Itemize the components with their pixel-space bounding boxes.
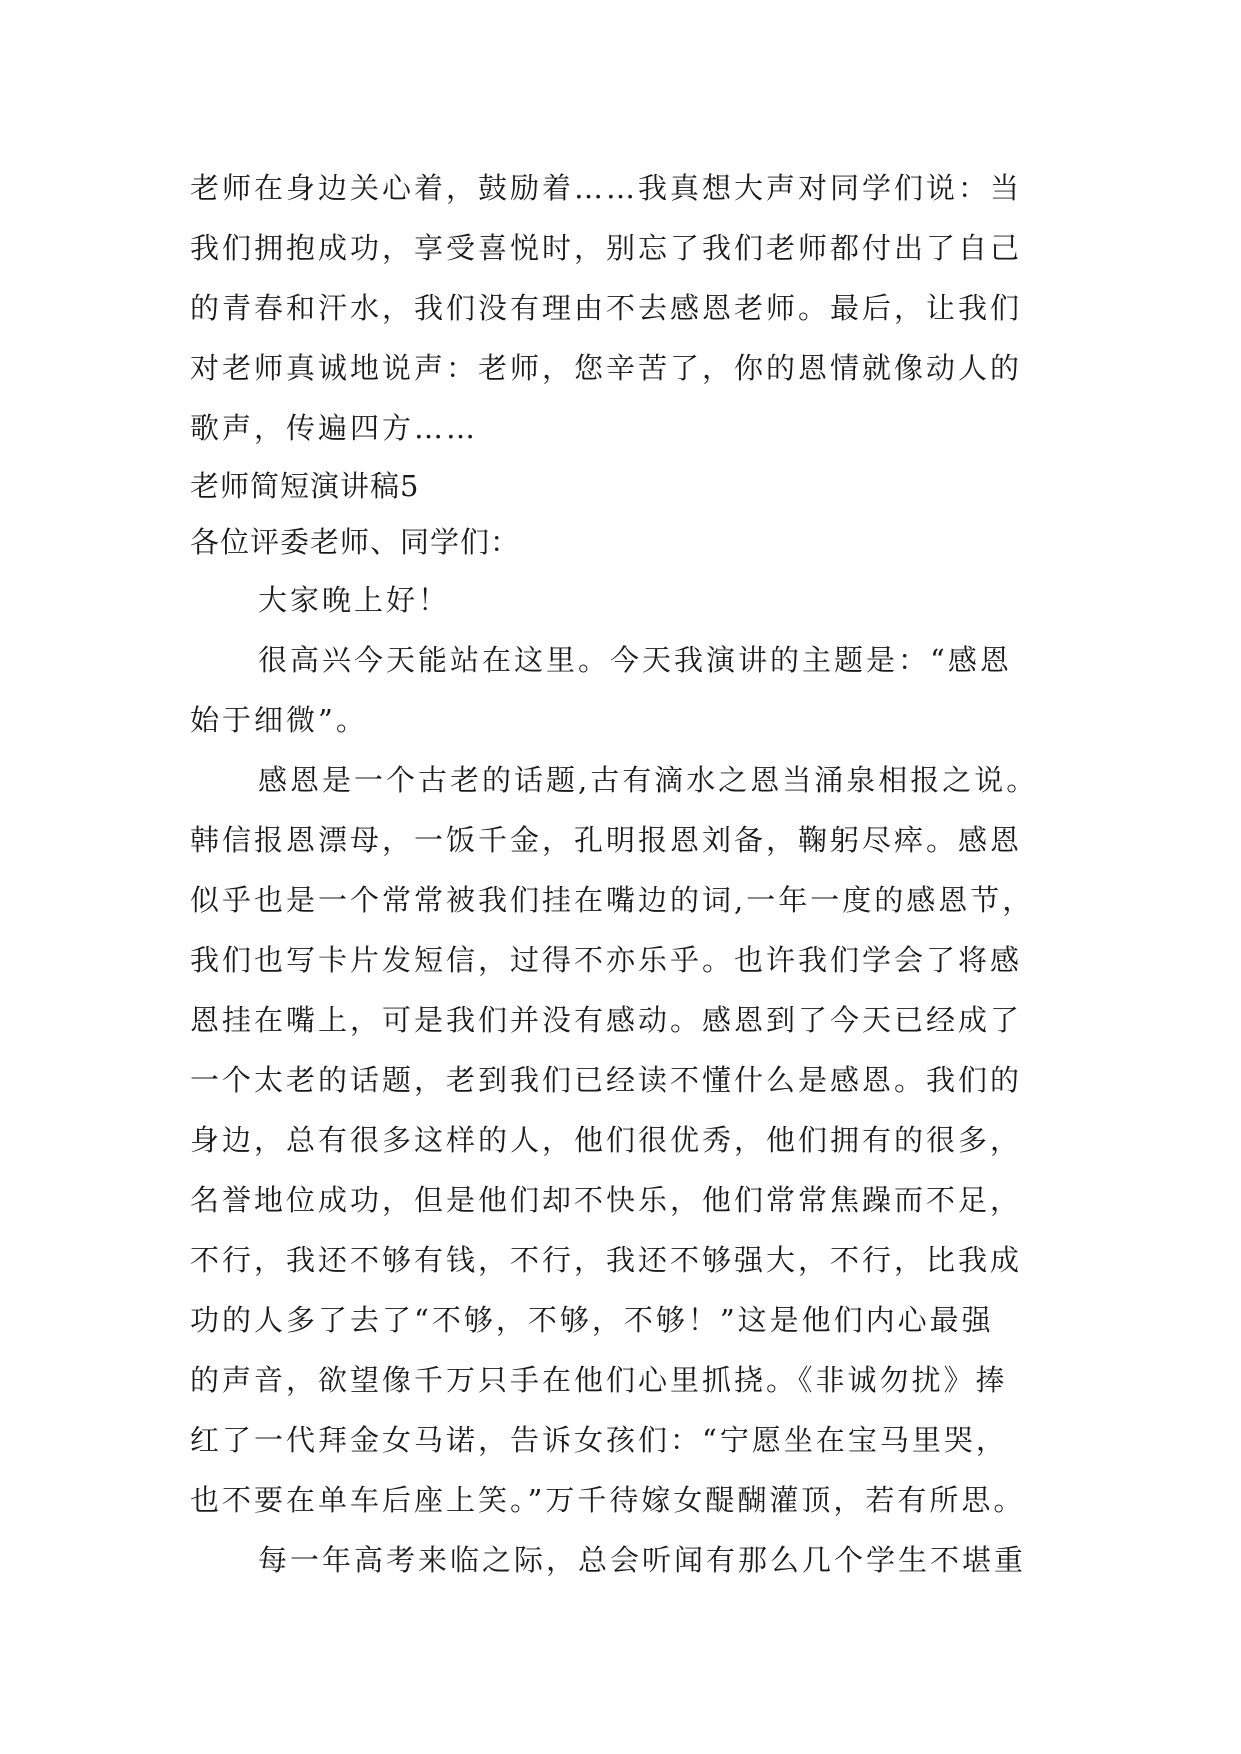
text-line: 我们也写卡片发短信，过得不亦乐乎。也许我们学会了将感: [190, 943, 1023, 977]
text-line: 也不要在单车后座上笑。”万千待嫁女醍醐灌顶，若有所思。: [190, 1483, 1026, 1517]
text-line: 始于细微”。: [190, 703, 368, 737]
text-line: 韩信报恩漂母，一饭千金，孔明报恩刘备，鞠躬尽瘁。感恩: [190, 823, 1023, 857]
text-line: 大家晚上好！: [258, 583, 451, 617]
text-line: 功的人多了去了“不够，不够，不够！”这是他们内心最强: [190, 1303, 994, 1337]
text-line: 的青春和汗水，我们没有理由不去感恩老师。最后，让我们: [190, 291, 1023, 325]
text-line: 歌声，传遍四方……: [190, 411, 479, 445]
document-body: [190, 158, 1060, 1590]
text-line: 身边，总有很多这样的人，他们很优秀，他们拥有的很多，: [190, 1123, 1023, 1157]
text-line: 名誉地位成功，但是他们却不快乐，他们常常焦躁而不足，: [190, 1183, 1023, 1217]
text-line: 的声音，欲望像千万只手在他们心里抓挠。《非诚勿扰》捧: [190, 1363, 1008, 1397]
text-line: 很高兴今天能站在这里。今天我演讲的主题是：“感恩: [258, 643, 1012, 677]
text-line: 每一年高考来临之际，总会听闻有那么几个学生不堪重: [258, 1543, 1027, 1577]
text-line: 恩挂在嘴上，可是我们并没有感动。感恩到了今天已经成了: [190, 1003, 1023, 1037]
text-line: 不行，我还不够有钱，不行，我还不够强大，不行，比我成: [190, 1243, 1023, 1277]
text-line: 对老师真诚地说声：老师，您辛苦了，你的恩情就像动人的: [190, 351, 1023, 385]
text-line: 似乎也是一个常常被我们挂在嘴边的词,一年一度的感恩节，: [190, 883, 1035, 917]
text-line: 我们拥抱成功，享受喜悦时，别忘了我们老师都付出了自己: [190, 231, 1023, 265]
heading-line: 各位评委老师、同学们：: [190, 525, 521, 559]
text-line: 红了一代拜金女马诺，告诉女孩们：“宁愿坐在宝马里哭，: [190, 1423, 1008, 1457]
heading-line: 老师简短演讲稿5: [190, 469, 420, 503]
text-line: 老师在身边关心着，鼓励着……我真想大声对同学们说：当: [190, 171, 1023, 205]
text-line: 感恩是一个古老的话题,古有滴水之恩当涌泉相报之说。: [258, 763, 1039, 797]
text-line: 一个太老的话题，老到我们已经读不懂什么是感恩。我们的: [190, 1063, 1023, 1097]
